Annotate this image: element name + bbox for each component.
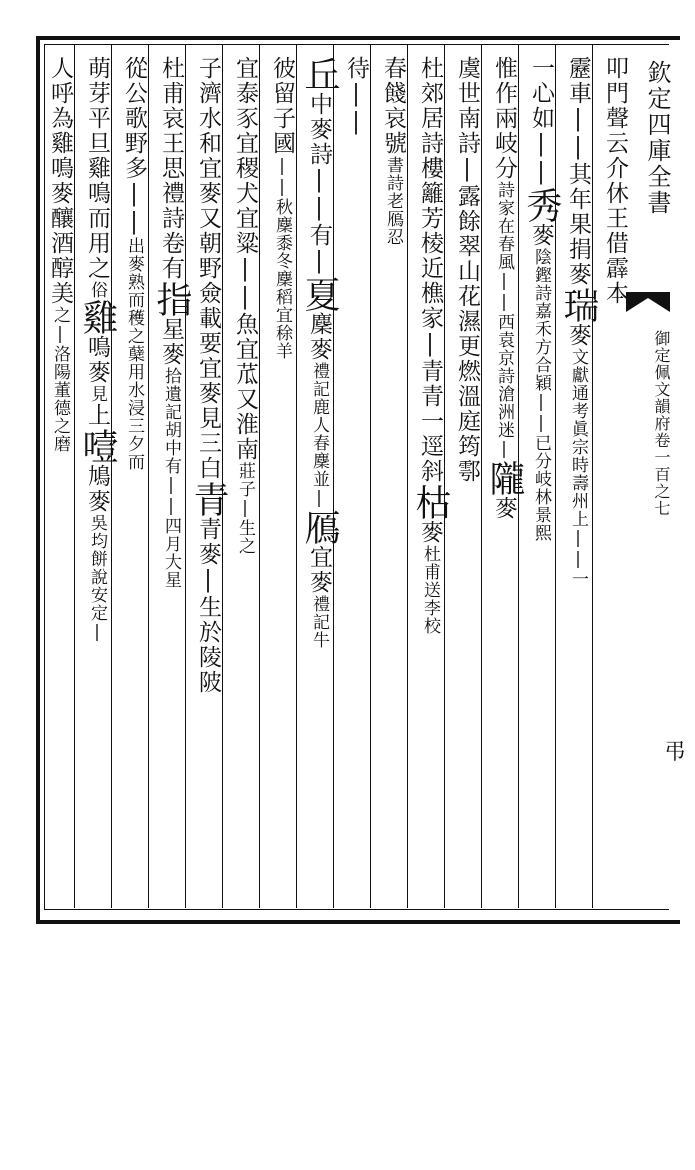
text-segment: 禮記鹿人春麇並| [309,362,329,509]
text-segment: 人呼為雞鳴麥釀酒醇美 [47,56,73,306]
text-segment: 春餞哀號 [380,56,406,156]
text-segment: 禮記牛 [309,595,329,649]
text-segment: 杜甫哀王思禮詩卷有 [158,56,184,281]
text-segment: 宜稌羊 [272,306,292,360]
headword: 丘 [299,56,340,92]
text-column [261,56,303,896]
text-segment: 鳴麥 [84,335,110,385]
headword: 枯 [410,484,451,520]
headword: 噎 [77,428,118,464]
text-segment: ||秋麇黍冬麇稻 [272,156,292,306]
headword: 夏 [299,276,340,312]
text-segment: 麥 [565,323,591,348]
text-segment: 叩門聲云介休王借霹 [602,56,628,281]
text-segment: 星麥 [158,317,184,367]
column-rule [37,44,38,908]
text-column [557,56,599,896]
text-column [224,56,266,896]
text-column [483,56,525,896]
text-segment: 書詩老鴈忍 [383,156,403,246]
text-segment: 惟作兩岐分 [491,56,517,181]
text-segment: 待|| [343,56,369,137]
text-column [446,56,488,896]
text-column [520,56,562,896]
text-column [150,56,192,896]
text-column [594,56,636,896]
page-edge-mark: 弔 [664,740,687,765]
text-segment: 詩||有| [306,142,332,276]
text-column [76,56,118,896]
text-segment: 吳均餅說安定| [87,514,107,643]
text-segment: 萌芽平旦雞鳴而用之 [84,56,110,281]
text-segment: 宜泰豕宜稷犬宜粱||魚宜苽又淮南 [232,56,258,462]
headword: 鴈 [299,509,340,545]
text-column [113,56,155,896]
text-column [298,56,340,896]
text-segment: 杜郊居詩樓籬芳棱近樵家|青青一逕斜 [417,56,443,484]
text-segment: 杜甫送李校 [420,545,440,635]
text-segment: 虞世南詩|露餘翠山花濕更燃溫庭筠鄠 [454,56,480,484]
text-segment: 麥 [528,223,554,248]
text-column [409,56,451,896]
text-segment: |生於陵陂 [195,567,221,695]
headword: 瑞 [558,287,599,323]
text-column [335,56,377,896]
text-segment: 詩家在春風||西袁京詩滄洲迷| [494,181,514,460]
text-segment: 子濟水和宜麥又朝野僉載要宜麥見三白 [195,56,221,481]
text-segment: 麇麥 [306,312,332,362]
text-column [39,56,81,896]
text-segment: 鳩麥 [84,464,110,514]
text-segment: 之|洛陽董德之磨 [50,306,70,453]
text-segment: 麥 [417,520,443,545]
text-segment: 麥 [491,496,517,521]
headword: 雞 [77,299,118,335]
text-segment: 出麥熟而穫之蘖用水浸三夕而 [124,237,144,471]
text-segment: 青麥 [195,517,221,567]
text-segment: 宜麥 [306,545,332,595]
text-column [372,56,414,896]
text-segment: 莊子|生之 [235,462,255,555]
text-column [187,56,229,896]
text-segment: 陰鏗詩嘉禾方合穎||已分岐林景熙 [531,248,551,542]
text-segment: 拾遺記胡中有||四月大星 [161,367,181,589]
text-segment: 中麥 [306,92,332,142]
headword: 隴 [484,460,525,496]
text-segment: 一心如|| [528,56,554,187]
text-segment: 從公歌野多|| [121,56,147,237]
running-title: 欽定四庫全書 [643,60,671,216]
text-segment: 文獻通考眞宗時壽州上||一 [568,348,588,588]
text-segment: 靂車||其年果捐麥 [565,56,591,287]
text-segment: 上 [84,403,110,428]
headword: 指 [151,281,192,317]
text-segment: 本 [602,281,628,306]
headword: 秀 [521,187,562,223]
volume-label: 御定佩文韻府卷一百之七 [652,330,671,517]
text-segment: 彼留子國 [269,56,295,156]
headword: 青 [188,481,229,517]
text-segment: 俗 [87,281,107,299]
text-segment: 見 [87,385,107,403]
